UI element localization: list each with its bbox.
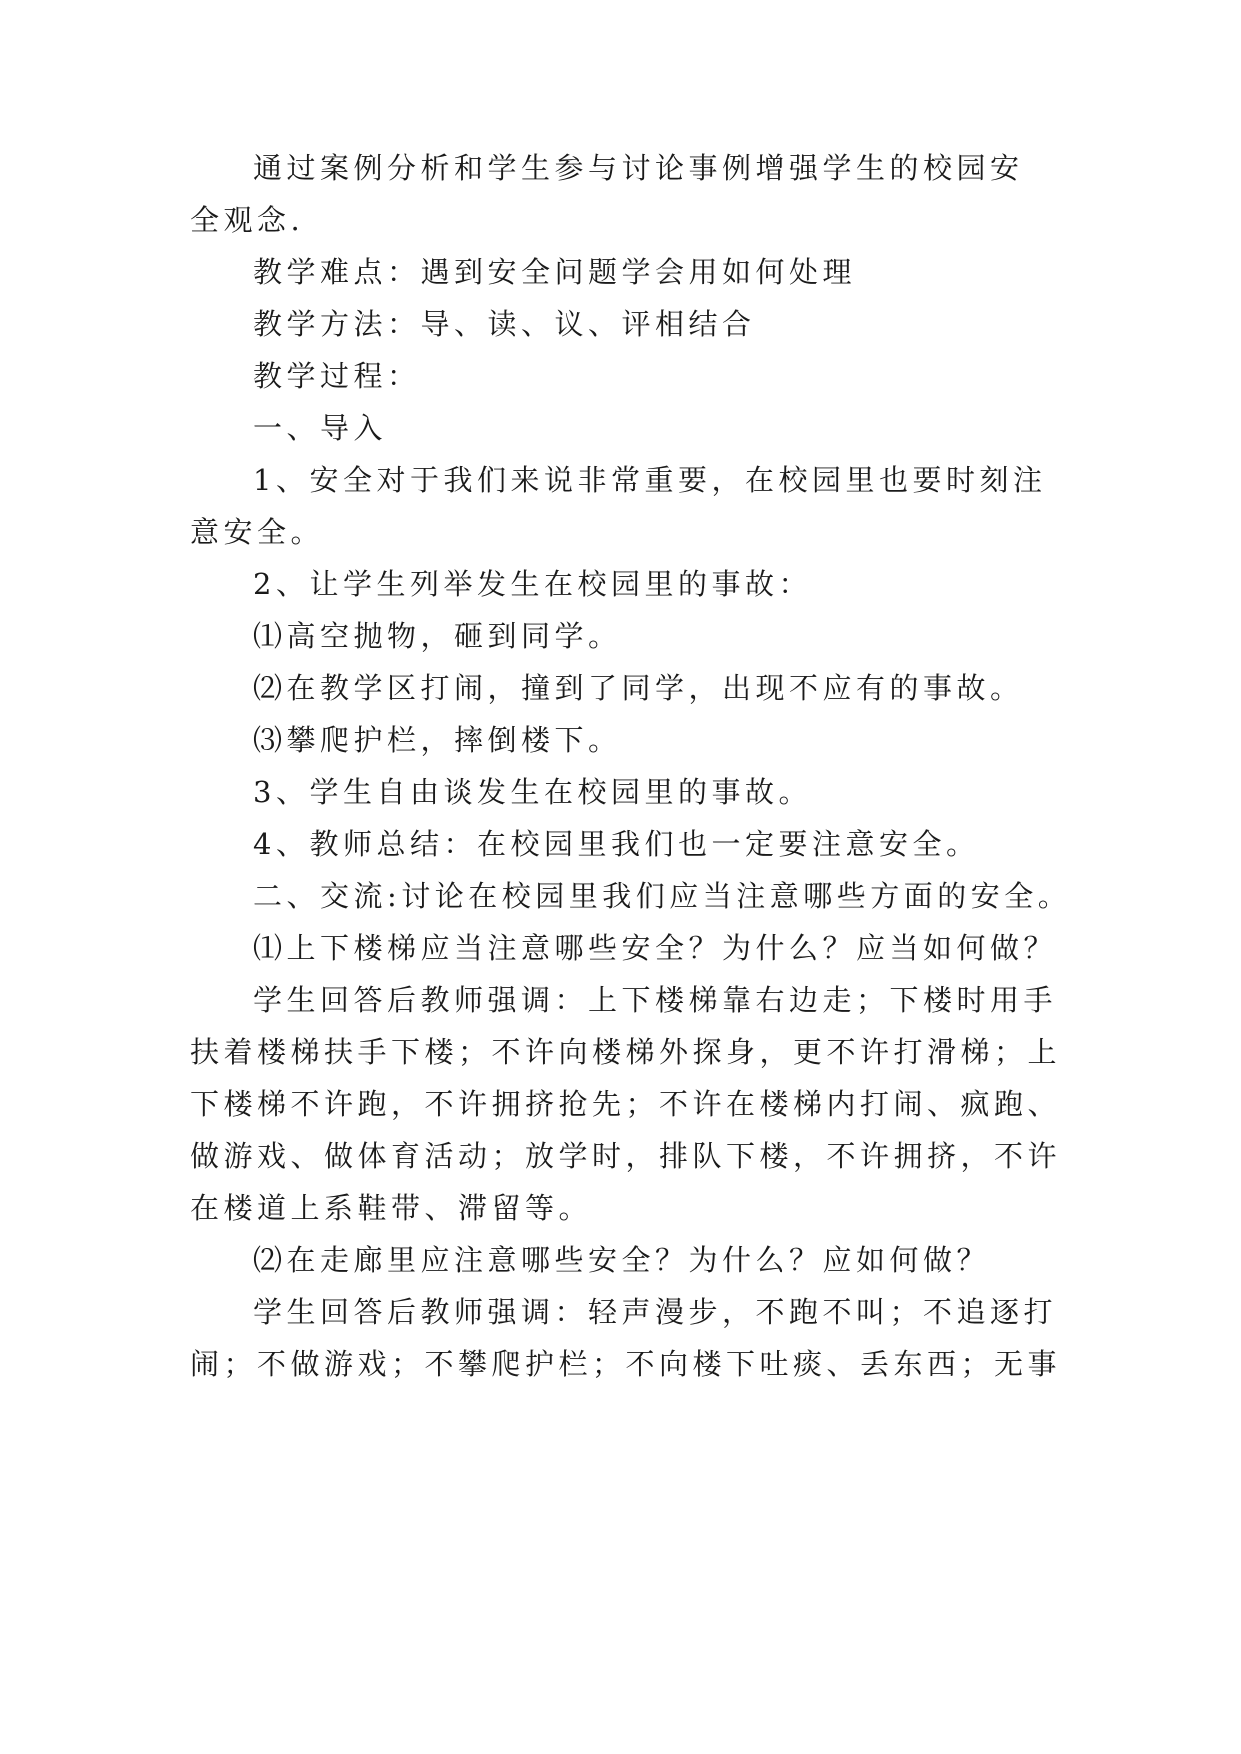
text-line: ⑶攀爬护栏，摔倒楼下。: [253, 723, 622, 757]
text-line: 扶着楼梯扶手下楼；不许向楼梯外探身，更不许打滑梯；上: [190, 1035, 1062, 1069]
text-line: 2、让学生列举发生在校园里的事故：: [253, 567, 812, 601]
text-line: 学生回答后教师强调：轻声漫步，不跑不叫；不追逐打: [253, 1295, 1058, 1329]
text-line: 通过案例分析和学生参与讨论事例增强学生的校园安: [253, 151, 1024, 185]
text-line: 闹；不做游戏；不攀爬护栏；不向楼下吐痰、丢东西；无事: [190, 1347, 1062, 1381]
text-line: ⑴上下楼梯应当注意哪些安全？为什么？应当如何做？: [253, 931, 1058, 965]
text-line: 教学方法：导、读、议、评相结合: [253, 307, 756, 341]
text-line: ⑵在教学区打闹，撞到了同学，出现不应有的事故。: [253, 671, 1024, 705]
text-line: 意安全。: [190, 515, 325, 549]
text-line: 下楼梯不许跑，不许拥挤抢先；不许在楼梯内打闹、疯跑、: [190, 1087, 1062, 1121]
text-line: ⑴高空抛物，砸到同学。: [253, 619, 622, 653]
text-line: 4、教师总结：在校园里我们也一定要注意安全。: [253, 827, 980, 861]
text-line: 教学过程：: [253, 359, 421, 393]
text-line: 全观念.: [190, 203, 305, 237]
text-line: ⑵在走廊里应注意哪些安全？为什么？应如何做？: [253, 1243, 991, 1277]
text-line: 做游戏、做体育活动；放学时，排队下楼，不许拥挤，不许: [190, 1139, 1062, 1173]
text-line: 1、安全对于我们来说非常重要，在校园里也要时刻注: [253, 463, 1047, 497]
text-line: 学生回答后教师强调：上下楼梯靠右边走；下楼时用手: [253, 983, 1058, 1017]
text-line: 二、交流:讨论在校园里我们应当注意哪些方面的安全。: [253, 879, 1072, 913]
text-line: 3、学生自由谈发生在校园里的事故。: [253, 775, 812, 809]
text-line: 一、导入: [253, 411, 388, 445]
text-line: 教学难点：遇到安全问题学会用如何处理: [253, 255, 857, 289]
text-line: 在楼道上系鞋带、滞留等。: [190, 1191, 593, 1225]
